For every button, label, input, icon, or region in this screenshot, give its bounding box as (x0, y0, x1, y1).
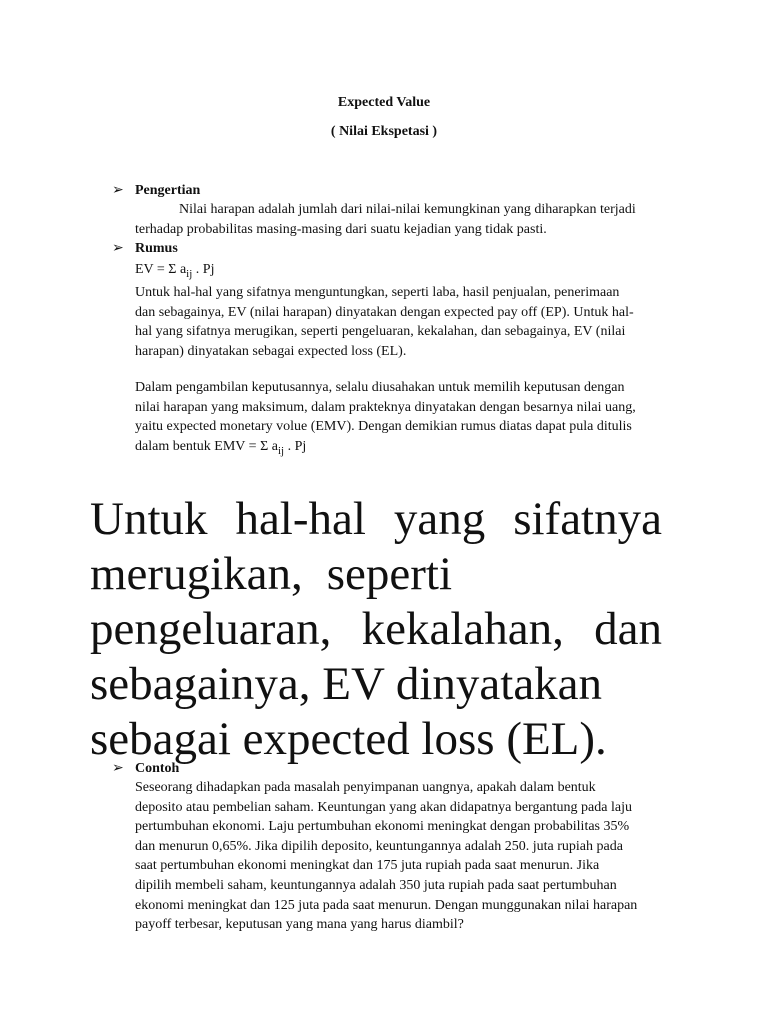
contoh-line: pertumbuhan ekonomi. Laju pertumbuhan ekonomi meningkat dengan probabilitas 35% (135, 819, 630, 835)
bullet-arrow-icon: ➢ (112, 761, 124, 776)
section-label-contoh: Contoh (135, 761, 180, 776)
bullet-arrow-icon: ➢ (112, 183, 124, 198)
contoh-paragraph (135, 778, 683, 935)
contoh-line: saat pertumbuhan ekonomi meningkat dan 175 juta rupiah pada saat menurun. Jika (135, 858, 600, 874)
rumus-line: yaitu expected monetary volue (EMV). Dengan demikian rumus diatas dapat pula ditulis (135, 419, 632, 435)
document-subtitle: ( Nilai Ekspetasi ) (330, 124, 438, 139)
ev-formula: EV = Σ $a_{ij}$ . Pj (135, 262, 215, 280)
section-label-pengertian: Pengertian (135, 183, 201, 198)
highlight-line: sebagai expected loss (EL). (90, 713, 607, 765)
contoh-line: payoff terbesar, keputusan yang mana yang harus diambil? (135, 917, 464, 933)
emv-formula-line: dalam bentuk EMV = Σ $a_{ij}$ . Pj (135, 438, 307, 457)
rumus-paragraph-2 (135, 378, 683, 461)
highlight-line: pengeluaran, kekalahan, dan (90, 603, 662, 655)
highlight-line: merugikan, seperti (90, 548, 453, 600)
pengertian-line: Nilai harapan adalah jumlah dari nilai-nilai kemungkinan yang diharapkan terjadi (179, 202, 636, 217)
rumus-line: dan sebagainya, EV (nilai harapan) dinyatakan dengan expected pay off (EP). Untuk hal- (135, 304, 634, 320)
document-title: Expected Value (337, 95, 431, 110)
rumus-line: hal yang sifatnya merugikan, seperti pengeluaran, kekalahan, dan sebagainya, EV (nilai (135, 324, 626, 340)
bullet-arrow-icon: ➢ (112, 241, 124, 256)
contoh-line: Seseorang dihadapkan pada masalah penyimpanan uangnya, apakah dalam bentuk (135, 780, 596, 795)
contoh-line: deposito atau pembelian saham. Keuntungan yang akan didapatnya bergantung pada laju (135, 799, 632, 815)
rumus-line: nilai harapan yang maksimum, dalam prakteknya dinyatakan dengan besarnya nilai uang, (135, 399, 636, 415)
rumus-line: Dalam pengambilan keputusannya, selalu diusahakan untuk memilih keputusan dengan (135, 380, 625, 395)
contoh-line: dipilih membeli saham, keuntungannya adalah 350 juta rupiah pada saat pertumbuhan (135, 877, 617, 893)
pengertian-paragraph (135, 200, 683, 239)
highlight-line: Untuk hal-hal yang sifatnya (90, 493, 662, 545)
rumus-paragraph-1 (135, 283, 683, 361)
highlight-line: sebagainya, EV dinyatakan (90, 658, 603, 710)
rumus-line: Untuk hal-hal yang sifatnya menguntungkan, seperti laba, hasil penjualan, penerimaan (135, 285, 620, 300)
rumus-line: harapan) dinyatakan sebagai expected loss (EL). (135, 343, 407, 359)
highlight-callout (90, 492, 662, 767)
pengertian-line: terhadap probabilitas masing-masing dari suatu kejadian yang tidak pasti. (135, 221, 547, 237)
contoh-line: dan menurun 0,65%. Jika dipilih deposito, keuntungannya adalah 250. juta rupiah pada (135, 838, 623, 854)
section-label-rumus: Rumus (135, 241, 178, 256)
contoh-line: ekonomi meningkat dan 125 juta pada saat menurun. Dengan munggunakan nilai harapan (135, 897, 638, 913)
